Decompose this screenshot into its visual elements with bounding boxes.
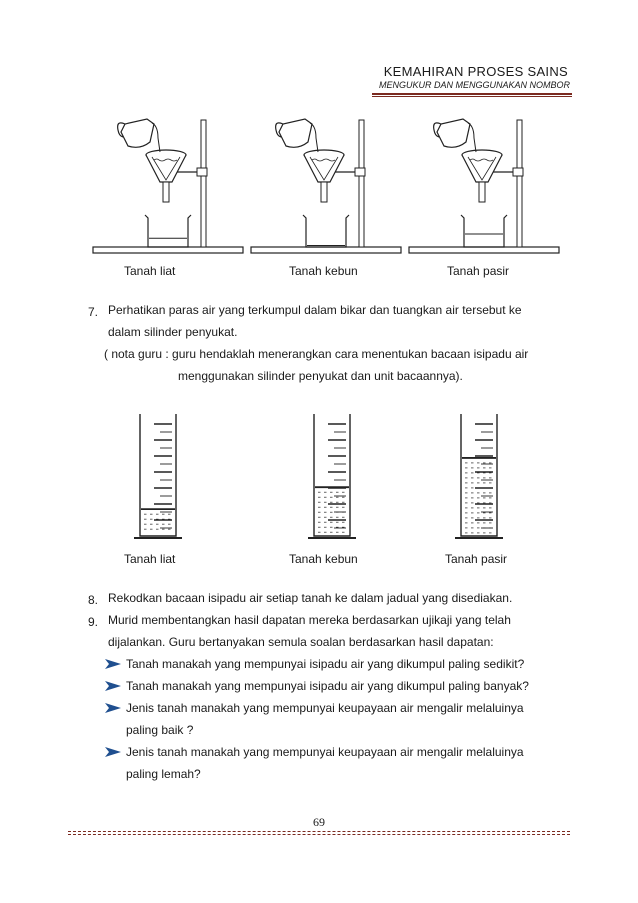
measuring-cylinder-liat <box>134 414 182 538</box>
filtration-set-kebun <box>251 119 401 253</box>
item-9-number: 9. <box>88 615 99 629</box>
question-weakest-flow-cont: paling lemah? <box>126 767 201 781</box>
retort-stand-base <box>409 247 559 253</box>
funnel-stem <box>479 182 485 202</box>
cylinder-caption-liat: Tanah liat <box>124 552 176 566</box>
arrow-bullet-icon <box>104 658 122 670</box>
filtration-figure <box>0 110 638 270</box>
item-7-line2: dalam silinder penyukat. <box>108 325 238 339</box>
retort-stand-base <box>251 247 401 253</box>
filtration-set-liat <box>93 119 243 253</box>
question-best-flow: Jenis tanah manakah yang mempunyai keupayaan air mengalir melaluinya <box>126 701 524 715</box>
cylinder-caption-kebun: Tanah kebun <box>289 552 358 566</box>
beaker <box>145 215 191 247</box>
question-most-volume: Tanah manakah yang mempunyai isipadu air yang dikumpul paling banyak? <box>126 679 529 693</box>
item-7-number: 7. <box>88 305 99 319</box>
funnel-stem <box>321 182 327 202</box>
retort-stand-rod <box>201 120 206 247</box>
clamp-boss <box>355 168 365 176</box>
retort-stand-rod <box>517 120 522 247</box>
header-rule-thin <box>372 96 572 97</box>
pouring-jug <box>121 119 154 147</box>
question-least-volume: Tanah manakah yang mempunyai isipadu air yang dikumpul paling sedikit? <box>126 657 525 671</box>
page-number: 69 <box>313 815 325 829</box>
retort-stand-base <box>93 247 243 253</box>
beaker <box>461 215 507 247</box>
header-subtitle: MENGUKUR DAN MENGGUNAKAN NOMBOR <box>378 80 570 90</box>
clamp-boss <box>197 168 207 176</box>
item-7-line1: Perhatikan paras air yang terkumpul dalam bikar dan tuangkan air tersebut ke <box>108 303 522 317</box>
cylinder-caption-pasir: Tanah pasir <box>445 552 508 566</box>
footer-rule <box>68 831 570 832</box>
beaker <box>303 215 349 247</box>
arrow-bullet-icon <box>104 746 122 758</box>
footer-rule-thin <box>68 834 570 835</box>
retort-stand-rod <box>359 120 364 247</box>
filtration-caption-liat: Tanah liat <box>124 264 176 278</box>
pouring-jug <box>437 119 470 147</box>
arrow-bullet-icon <box>104 680 122 692</box>
funnel-stem <box>163 182 169 202</box>
question-best-flow-cont: paling baik ? <box>126 723 194 737</box>
arrow-bullet-icon <box>104 702 122 714</box>
item-8-text: Rekodkan bacaan isipadu air setiap tanah ke dalam jadual yang disediakan. <box>108 591 513 605</box>
pouring-jug <box>279 119 312 147</box>
item-9-line1: Murid membentangkan hasil dapatan mereka berdasarkan ujikaji yang telah <box>108 613 511 627</box>
teacher-note-line2: menggunakan silinder penyukat dan unit bacaannya). <box>178 369 463 383</box>
measuring-cylinder-pasir <box>455 414 503 538</box>
clamp-boss <box>513 168 523 176</box>
header-title: KEMAHIRAN PROSES SAINS <box>383 64 568 79</box>
item-8-number: 8. <box>88 593 99 607</box>
header-rule <box>372 93 572 95</box>
question-weakest-flow: Jenis tanah manakah yang mempunyai keupayaan air mengalir melaluinya <box>126 745 524 759</box>
measuring-cylinder-kebun <box>308 414 356 538</box>
cylinder-figure <box>0 408 638 548</box>
filtration-caption-pasir: Tanah pasir <box>447 264 510 278</box>
item-9-line2: dijalankan. Guru bertanyakan semula soalan berdasarkan hasil dapatan: <box>108 635 494 649</box>
filtration-set-pasir <box>409 119 559 253</box>
teacher-note-line1: ( nota guru : guru hendaklah menerangkan cara menentukan bacaan isipadu air <box>104 347 529 361</box>
filtration-caption-kebun: Tanah kebun <box>289 264 358 278</box>
